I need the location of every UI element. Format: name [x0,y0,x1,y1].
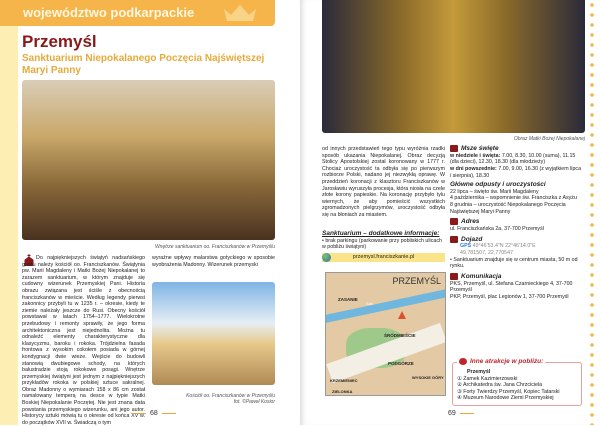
madonna-painting-photo [322,0,585,133]
body-text-column-1: Do najpiękniejszych świątyń nadsańskiego grodu należy kościół oo. Franciszkanów. Świątynia pw. Marii Magdaleny i Matki Bożej Niepokalanej to zarazem sanktuarium, w którym znajduje się cudowny wizerunek Przemyskiej Pani. Historia obrazu związana jest ściśle z obecnością franciszkanów w mieście. Według legendy pierwsi zakonnicy przybyli tu w 1235 r. – okresie, kiedy te ziemie należały jeszcze do Rusi. Obecny kościół powstawał w latach 1754–1777. Wielokrotne przebudowy i remonty sprawiły, że jego forma architektoniczna jest niejednolita. Można tu odnaleźć elementy charakterystyczne dla klasycyzmu, baroku i rokoka. Trójdzielna fasada frontowa z wysokim cokołem posiada w górnej kondygnacji dwie wieże. Wejście do budowli stanowią dwubiegowe schody, na których balustradzie stoją rokokowe posągi. Wnętrze przemyskiej świątyni jest jednym z najpiękniejszych przykładów rokoka w polskiej sztuce sakralnej. Obraz Madonny o wymiarach 158 x 86 cm został namalowany temperą na desce w typie Matki Boskiej Niepokalanie Poczętej. Nie jest znana data powstania przemyskiego wizerunku, ani jego autor. Historycy sztuki mówią tu o okresie od końca XV w. do początków XVII w. Świadczą o tym [22,255,145,426]
page-subtitle: Sanktuarium Niepokalanego Poczęcia Najświętszej Maryi Panny [22,53,265,76]
feast-item: 4 października – wspomnienie św. Franciszka z Asyżu [450,195,577,202]
car-icon [450,236,458,243]
cross-icon [450,145,458,152]
map-label: PODGÓRZE [388,361,414,366]
sanctuary-info [322,228,445,251]
attractions-icon [459,358,467,365]
right-page [300,0,600,425]
info-item: • brak parkingu (parkowanie przy pobliskich ulicach w pobliżu świątyni) [322,237,442,251]
feasts-heading: Główne odpusty i uroczystości [450,181,546,189]
map-label: ZASANIE [338,297,358,302]
map-label: San [366,301,374,306]
photo-caption: Wnętrze sanktuarium oo. Franciszkanów w Przemyślu [154,244,275,250]
feast-item: 8 grudnia – uroczystość Niepokalanego Poczęcia Najświętszej Maryi Panny [450,201,566,215]
map-label: KRZEMIENIEC [330,378,358,383]
city-map [325,272,446,396]
body-text-column-1: od innych przedstawień tego typu wyróżnia rzadki sposób ukazania Niepokalanej. Obraz decyzją Stolicy Apostolskiej został koronowany w 1777 r. Chociaż uroczystość ta odbyła się po pierwszym rozbiorze Polski, nadano jej niezwykłą oprawę. W przeddzień koronacji z klasztoru Franciszkanów w Jarosławiu wyruszyła procesja, która niosła na czele złote korony papieskie. Na koronację przybyło tylu wiernych, że aby pomieścić wszystkich zgromadzonych pielgrzymów, uroczystość odbyła się na błoniach za miastem. [322,146,445,218]
feast-item: 22 lipca – święto św. Marii Magdaleny [450,188,539,195]
info-heading: Sanktuarium – dodatkowe informacje: [322,230,440,237]
map-title: PRZEMYŚL [392,276,441,286]
address: ul. Franciszkańska 2a, 37-700 Przemyśl [450,225,544,232]
crown-icon [220,3,260,23]
access-note: • Sanktuarium znajduje się w centrum miasta, 50 m od rynku. [450,256,578,270]
region-header [0,0,275,26]
interior-photo [22,80,275,240]
nearby-item: ④ Muzeum Narodowe Ziemi Przemyskiej [457,395,554,401]
region-name: województwo podkarpackie [23,5,195,20]
nearby-item: ③ Forty Twierdzy Przemyśl, Kopiec Tatarski [457,388,560,395]
house-icon [450,218,458,225]
page-number: 68 [128,410,180,417]
transport-item: PKS, Przemyśl, ul. Stefana Czarnieckiego 4, 37-700 Przemyśl [450,280,573,294]
transport-item: PKP, Przemyśl, plac Legionów 1, 37-700 Przemyśl [450,293,569,300]
bus-icon [450,273,458,280]
left-page [0,0,300,425]
map-label: ŚRÓDMIEŚCIE [384,333,416,338]
map-label: WYSOKIE GÓRY [412,375,444,380]
info-sidebar: Msze święte w niedziele i święta: 7.00, 8.30, 10.00 (suma), 11.15 (dla dzieci), 12.30, 18.30 (dla młodzieży) w dni powszednie: 7.00, 9.00, 16.30 (z wyjątkiem lipca i sierpnia), 18.30 Główne odpusty i uroczystości 22 lipca – święto św. Marii Magdaleny 4 października – wspomnienie św. Franciszka z Asyżu 8 grudnia – uroczystość Niepokalanego Poczęcia Najświętszej Maryi Panny Adres ul. Franciszkańska 2a, 37-700 Przemyśl Dojazd GPS 49°46'53.4"N 22°46'14.0"E 49.781507, 22.770547 • Sanktuarium znajduje się w centrum miasta, 50 m od rynku. Komunikacja PKS, Przemyśl, ul. Stefana Czarnieckiego 4, 37-700 Przemyśl PKP, Przemyśl, plac Legionów 1, 37-700 Przemyśl [450,145,582,300]
body-text-column-2: wyraźne wpływy malarstwa gotyckiego w sposobie wyobrażenia Madonny. Wizerunek przemyski [152,255,275,268]
page-title: Przemyśl [22,32,97,51]
nearby-item: ② Archikatedra św. Jana Chrzciciela [457,382,543,388]
church-facade-photo [152,282,275,385]
footsteps-decoration [587,0,597,425]
decorative-strip [0,25,18,425]
nearby-item: ① Zamek Kazimierzowski [457,375,518,382]
globe-icon [322,253,331,262]
photo-caption: Kościół oo. Franciszkanów w Przemyślu [186,393,275,399]
photo-credit: fot. ©Paweł Kosior [233,399,275,405]
gps-coordinates: GPS 49°46'53.4"N 22°46'14.0"E 49.781507, 22.770547 [460,243,536,256]
page-number: 69 [448,410,478,417]
website-link[interactable]: przemysl.franciszkanie.pl [322,253,445,262]
photo-caption: Obraz Matki Bożej Niepokalanej [513,136,585,142]
map-label: ZIELONKA [332,389,353,394]
nearby-attractions-box: Inne atrakcje w pobliżu: Przemyśl ① Zamek Kazimierzowski ② Archikatedra św. Jana Chrzciciela ③ Forty Twierdzy Przemyśl, Kopiec Tatarski ④ Muzeum Narodowe Ziemi Przemyskiej [452,362,582,406]
sanctuary-marker-icon [398,311,406,319]
